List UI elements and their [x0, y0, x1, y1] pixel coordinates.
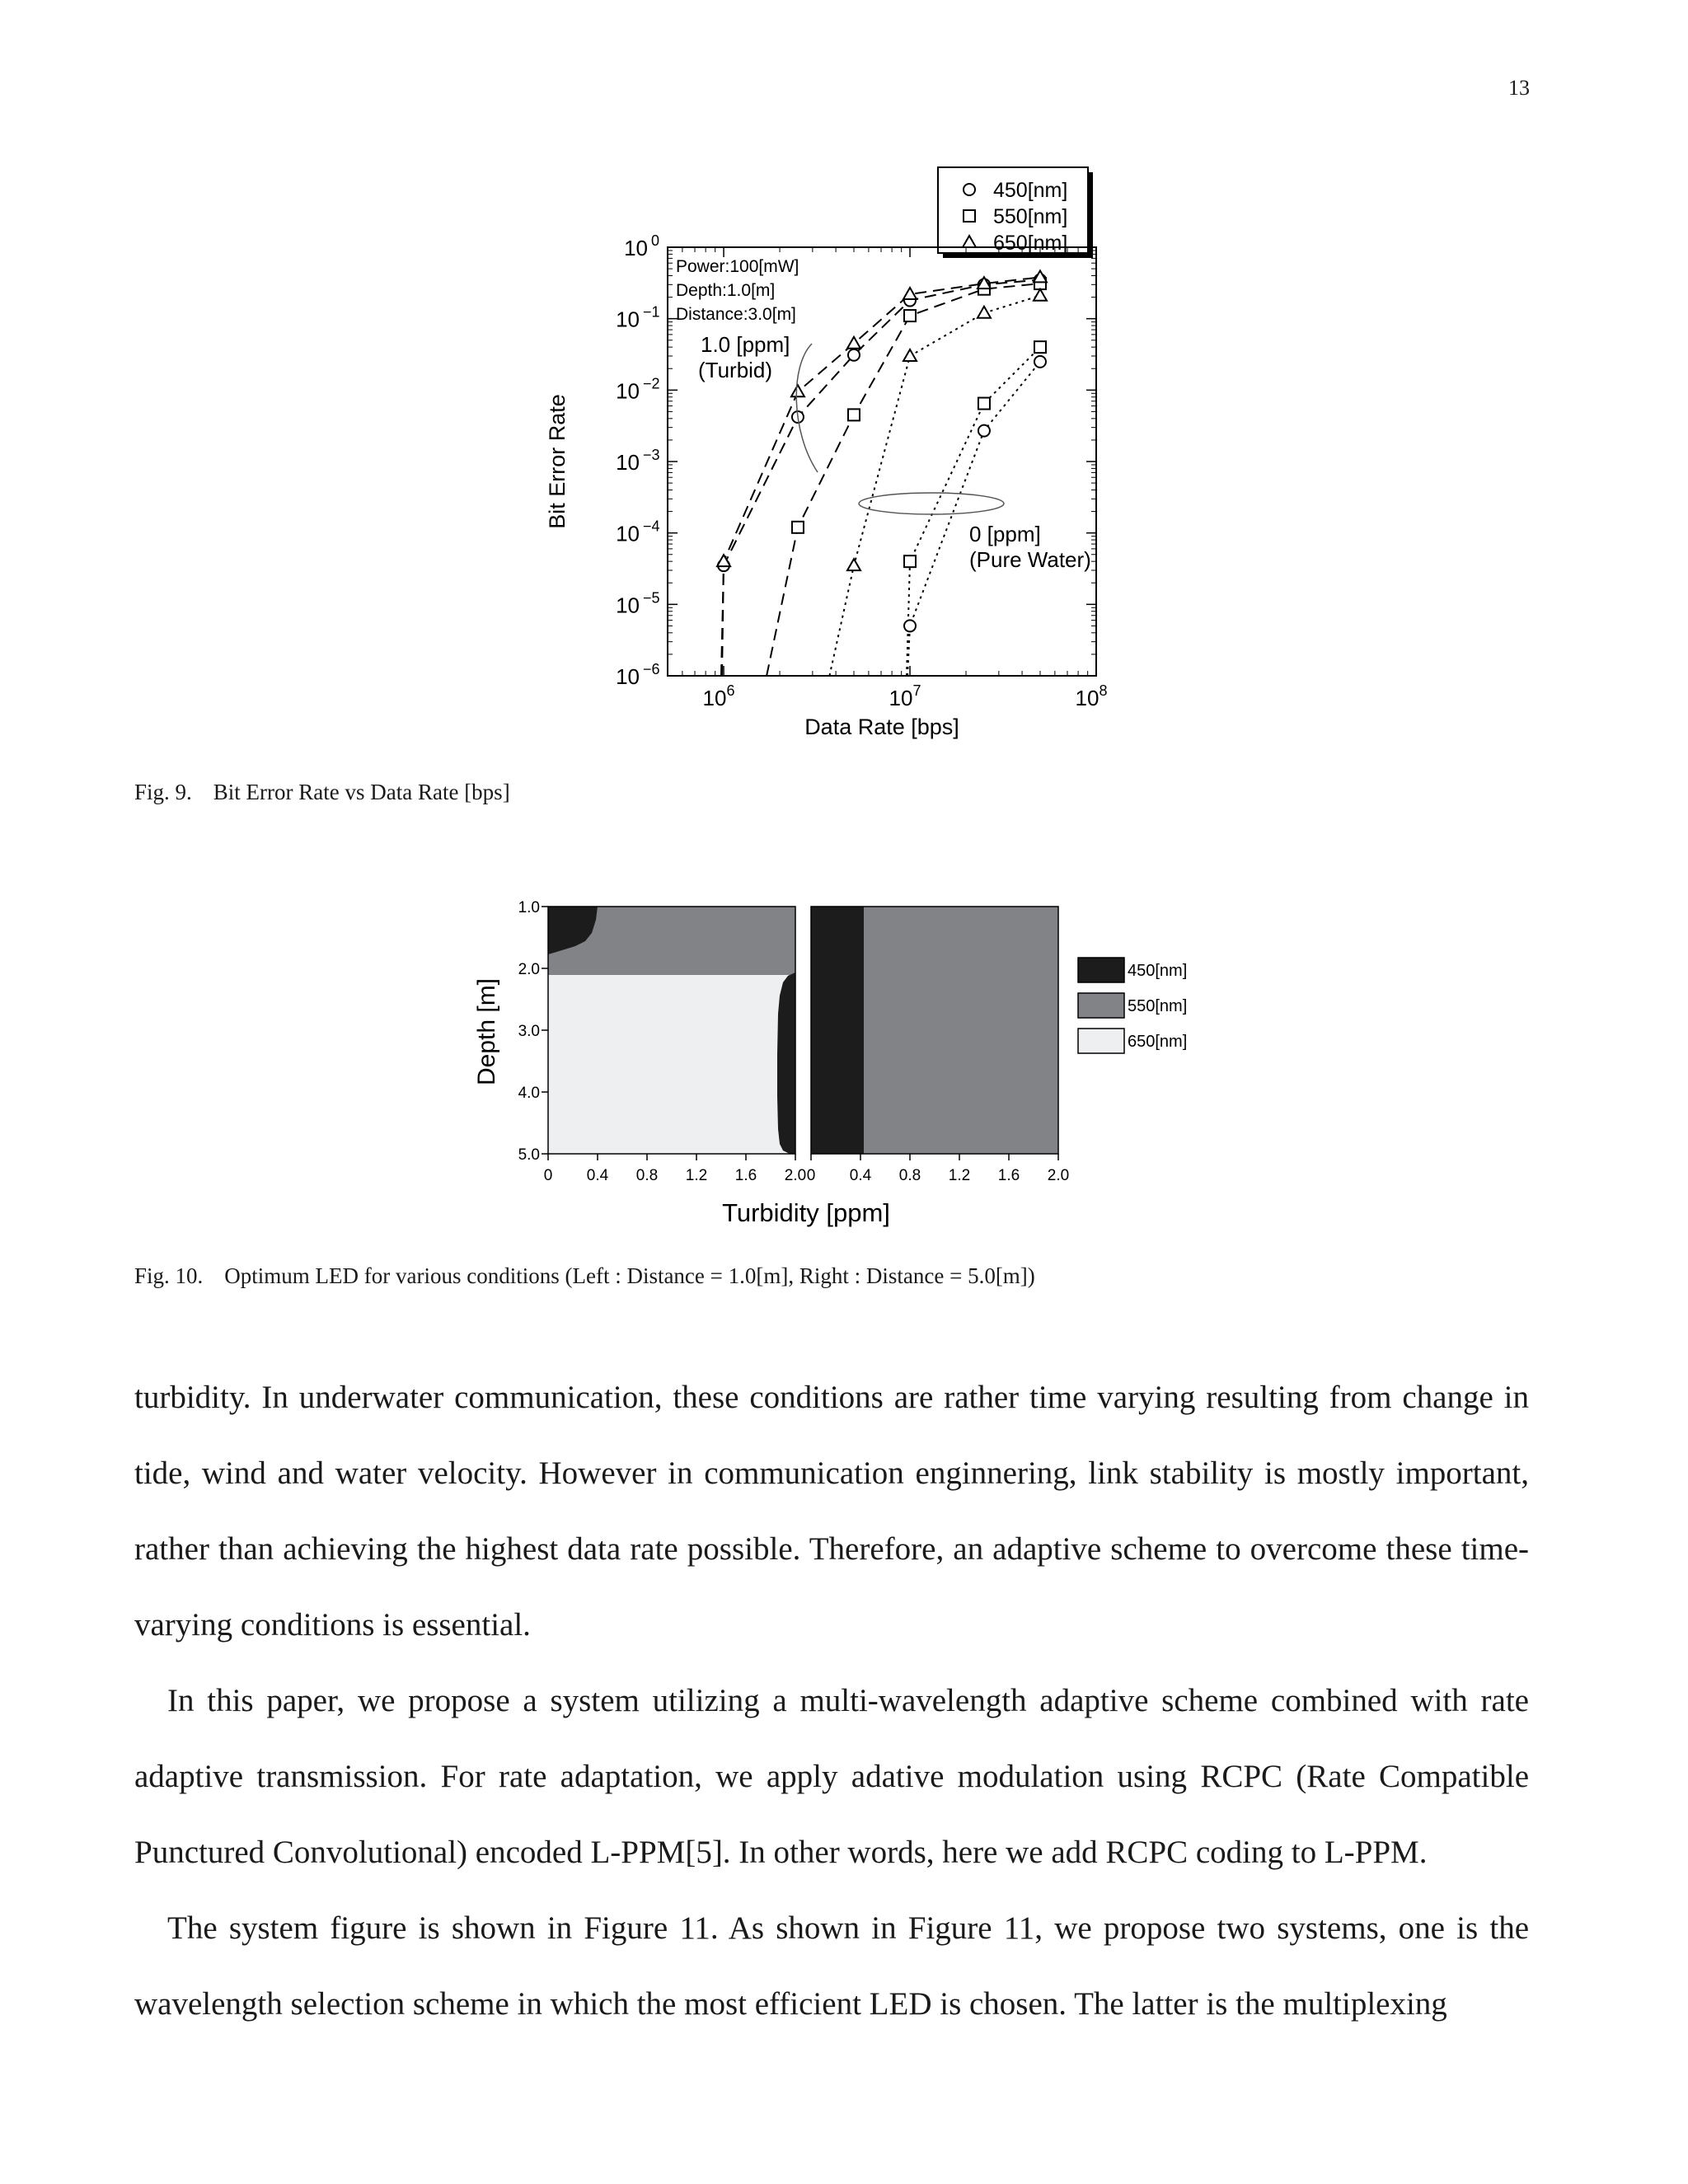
turbidity-tick-label: 0.4: [586, 1167, 609, 1184]
figure9-caption: [134, 780, 510, 805]
turbidity-tick-label: 0: [806, 1167, 816, 1184]
legend-swatch: [1078, 1029, 1124, 1053]
depth-tick-label: 2.0: [518, 961, 540, 978]
legend-label: 450[nm]: [1128, 962, 1188, 980]
x-axis-label: Data Rate [bps]: [804, 715, 959, 739]
series-line-circle-pure: [907, 362, 1040, 676]
legend-marker-square: [964, 210, 975, 222]
y-tick-label: 10 −2: [616, 375, 660, 404]
region-450-left-right: [777, 972, 795, 1154]
depth-tick-label: 5.0: [518, 1146, 540, 1164]
data-point-triangle: [1034, 289, 1047, 301]
figure10-caption: [134, 1263, 1035, 1289]
data-point-square: [978, 398, 990, 410]
chart-legend: [938, 167, 1093, 258]
y-tick-label: 10 −6: [616, 661, 660, 689]
data-point-circle: [1034, 356, 1046, 368]
right-panel: [811, 907, 1058, 1154]
figure9-caption-label: Fig. 9.: [134, 780, 192, 804]
param-depth: Depth:1.0[m]: [676, 281, 776, 300]
depth-tick-label: 4.0: [518, 1085, 540, 1102]
turbidity-tick-label: 2.0: [784, 1167, 807, 1184]
series-line-triangle-pure: [829, 296, 1040, 676]
legend-label: 650[nm]: [993, 232, 1068, 255]
data-point-square: [848, 409, 860, 420]
pure-water-bracket: [859, 493, 1004, 514]
figure10-caption-label: Fig. 10.: [134, 1263, 204, 1288]
turbidity-tick-label: 0.8: [898, 1167, 921, 1184]
data-point-triangle: [717, 555, 730, 566]
turbid-label-line2: (Turbid): [698, 358, 773, 382]
turbidity-axis-label: Turbidity [ppm]: [722, 1198, 890, 1227]
x-tick-label: $10^8$: [1075, 682, 1108, 710]
y-tick-label: 10 −1: [616, 303, 660, 332]
turbidity-tick-label: 1.2: [685, 1167, 708, 1184]
turbid-bracket: [796, 344, 818, 472]
legend-marker-circle: [964, 184, 975, 195]
data-point-triangle: [847, 337, 860, 349]
turbidity-tick-label: 0.8: [635, 1167, 659, 1184]
data-point-circle: [904, 620, 916, 631]
data-point-triangle: [791, 385, 804, 396]
turbid-label-line1: 1.0 [ppm]: [701, 332, 790, 357]
y-axis-label: Bit Error Rate: [545, 394, 570, 529]
left-panel: [548, 907, 795, 1154]
series-line-square-pure: [907, 347, 1040, 676]
body-paragraph-1: turbidity. In underwater communication, these conditions are rather time varying resulting from change in tide, wind and water velocity. However in communication enginnering, link stability is mostly important, rather than achieving the highest data rate possible. Therefore, an adaptive scheme to overcome these time-varying conditions is essential.: [134, 1380, 1529, 1643]
parameter-annotation: [676, 257, 799, 324]
data-point-triangle: [847, 559, 860, 570]
legend-label: 650[nm]: [1128, 1033, 1188, 1051]
x-tick-label: $10^6$: [702, 682, 735, 710]
body-text: [134, 1360, 1529, 2042]
series-line-square-turbid: [767, 284, 1040, 676]
data-point-triangle: [903, 288, 917, 299]
page-number: 13: [1508, 76, 1530, 100]
depth-axis-label: Depth [m]: [473, 977, 500, 1086]
turbidity-tick-label: 1.6: [997, 1167, 1020, 1184]
data-point-circle: [978, 425, 990, 437]
legend-swatch: [1078, 993, 1124, 1018]
y-tick-label: 10 0: [624, 232, 660, 260]
turbidity-tick-label: 0.4: [849, 1167, 872, 1184]
led-legend: [1078, 958, 1187, 1053]
pure-water-annotation: [969, 522, 1091, 572]
figure10-caption-text: Optimum LED for various conditions (Left : Distance = 1.0[m], Right : Distance = 5.0[m]): [224, 1263, 1035, 1288]
depth-tick-label: 3.0: [518, 1023, 540, 1040]
data-point-square: [904, 310, 916, 321]
param-distance: Distance:3.0[m]: [676, 305, 796, 324]
figure9-caption-text: Bit Error Rate vs Data Rate [bps]: [213, 780, 510, 804]
x-tick-label: $10^7$: [889, 682, 921, 710]
depth-tick-label: 1.0: [518, 899, 540, 916]
data-point-square: [792, 522, 804, 533]
data-point-triangle: [978, 307, 991, 318]
pure-label-line2: (Pure Water): [969, 547, 1091, 572]
y-tick-label: 10 −5: [616, 589, 660, 618]
y-tick-label: 10 −4: [616, 518, 660, 546]
y-tick-label: 10 −3: [616, 447, 660, 475]
body-paragraph-3: The system figure is shown in Figure 11. As shown in Figure 11, we propose two systems, one is the wavelength selection scheme in which the most efficient LED is chosen. The latter is the multiplexing: [134, 1910, 1529, 2022]
pure-label-line1: 0 [ppm]: [969, 522, 1041, 546]
legend-label: 550[nm]: [1128, 997, 1188, 1015]
data-point-square: [904, 555, 916, 567]
data-point-square: [1034, 341, 1046, 353]
data-point-circle: [848, 349, 860, 361]
legend-label: 550[nm]: [993, 205, 1068, 228]
turbidity-tick-label: 0: [543, 1167, 553, 1184]
turbidity-tick-label: 1.2: [948, 1167, 971, 1184]
ber-chart: [528, 161, 1154, 754]
turbidity-tick-label: 1.6: [734, 1167, 757, 1184]
turbid-annotation: [698, 332, 790, 382]
turbidity-tick-label: 2.0: [1047, 1167, 1070, 1184]
legend-swatch: [1078, 958, 1124, 982]
body-paragraph-2: In this paper, we propose a system utilizing a multi-wavelength adaptive scheme combined with rate adaptive transmission. For rate adaptation, we apply adative modulation using RCPC (Rate Compatible Punctured Convolutional) encoded L-PPM[5]. In other words, here we add RCPC coding to L-PPM.: [134, 1683, 1529, 1870]
legend-label: 450[nm]: [993, 179, 1068, 202]
optimum-led-figure: [462, 890, 1220, 1236]
param-power: Power:100[mW]: [676, 257, 799, 276]
region-450-right: [811, 907, 864, 1154]
data-point-triangle: [903, 349, 917, 361]
